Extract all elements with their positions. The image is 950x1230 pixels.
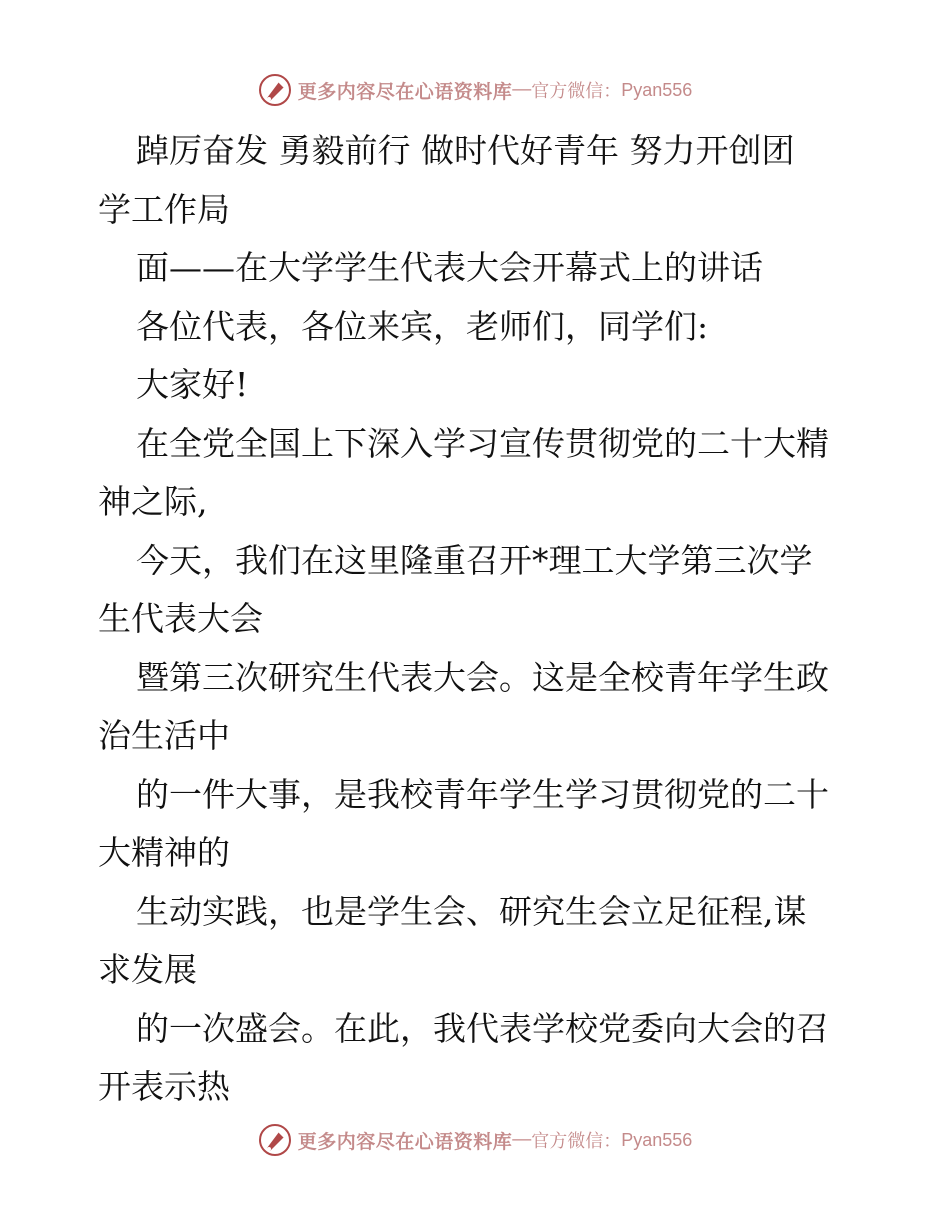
watermark-account: Pyan556 (621, 1129, 693, 1150)
watermark-dash: — (512, 79, 532, 100)
text-line: 大家好! (136, 365, 249, 404)
text-line: 求发展 (98, 950, 197, 989)
text-line: 今天，我们在这里隆重召开*理工大学第三次学 (136, 540, 813, 580)
text-line: 生动实践，也是学生会、研究生会立足征程,谋 (136, 891, 807, 931)
text-line: 神之际, (98, 482, 208, 521)
text-line: 各位代表，各位来宾，老师们，同学们: (136, 306, 709, 346)
document-body (98, 122, 858, 1117)
text-line: 开表示热 (98, 1067, 230, 1106)
watermark-account: Pyan556 (621, 79, 693, 100)
text-line: 治生活中 (98, 716, 230, 755)
text-line: 学工作局 (98, 189, 230, 229)
watermark-official-label: 官方微信： (531, 81, 622, 102)
text-line: 暨第三次研究生代表大会。这是全校青年学生政 (136, 657, 829, 697)
text-line: 生代表大会 (98, 599, 263, 638)
text-line: 在全党全国上下深入学习宣传贯彻党的二十大精 (136, 423, 829, 463)
pen-nib-logo-icon (258, 1123, 292, 1157)
watermark-header (0, 70, 950, 110)
text-line: 踔厉奋发 勇毅前行 做时代好青年 努力开创团 (136, 131, 795, 170)
watermark-brand: 更多内容尽在心语资料库 (297, 1130, 513, 1153)
text-line: 大精神的 (98, 833, 230, 872)
text-line: 面——在大学学生代表大会开幕式上的讲话 (136, 248, 763, 287)
text-line: 的一件大事，是我校青年学生学习贯彻党的二十 (136, 774, 829, 814)
watermark-footer (0, 1120, 950, 1160)
watermark-official-label: 官方微信： (531, 1131, 622, 1152)
watermark-brand: 更多内容尽在心语资料库 (297, 80, 513, 103)
text-line: 的一次盛会。在此，我代表学校党委向大会的召 (136, 1008, 829, 1048)
watermark-dash: — (512, 1129, 532, 1150)
pen-nib-logo-icon (258, 73, 292, 107)
